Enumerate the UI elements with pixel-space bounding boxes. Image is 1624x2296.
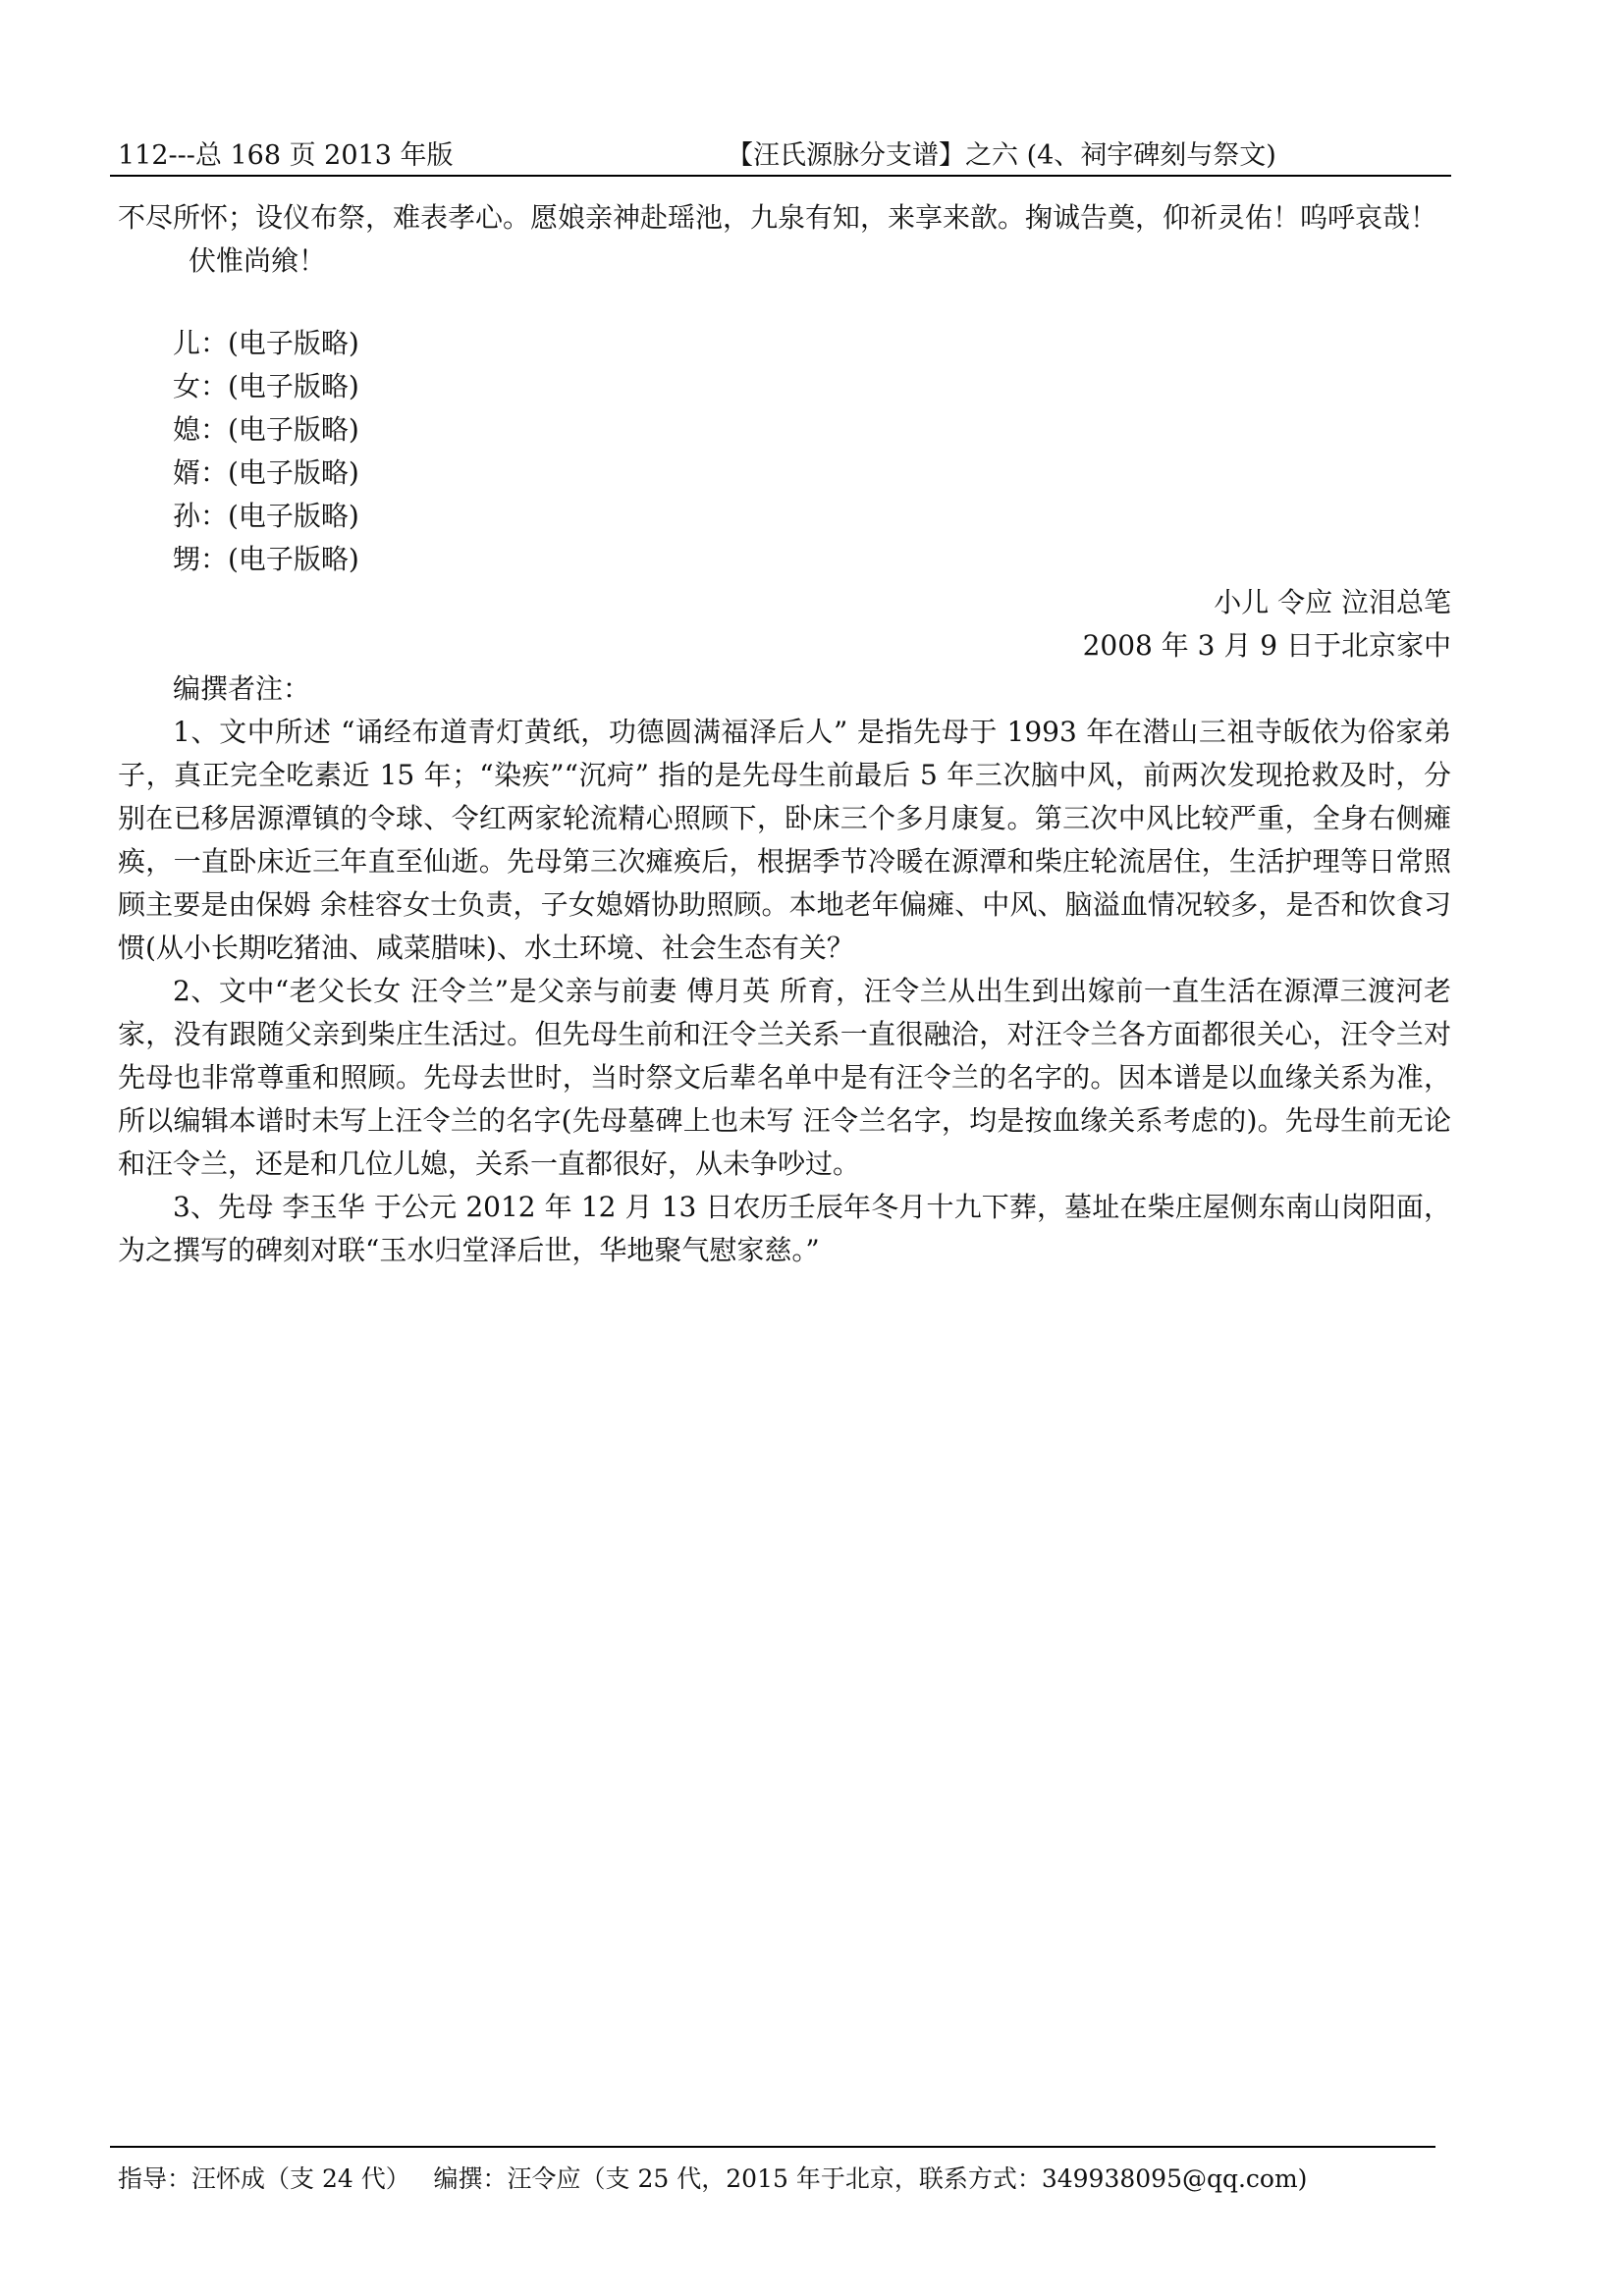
signatory-line: 女：(电子版略)	[173, 370, 359, 402]
signatory-line: 媳：(电子版略)	[173, 413, 359, 446]
signature-date: 2008 年 3 月 9 日于北京家中	[1082, 629, 1451, 662]
page-number: 112---总 168 页 2013 年版	[118, 140, 454, 171]
signatory-line: 甥：(电子版略)	[173, 543, 359, 575]
blessing-line: 伏惟尚飨！	[189, 244, 327, 277]
signatory-line: 儿：(电子版略)	[173, 327, 359, 359]
spacer	[118, 283, 1451, 322]
author-signature: 小儿 令应 泣泪总笔	[1214, 586, 1451, 618]
note-paragraph: 2、文中“老父长女 汪令兰”是父亲与前妻 傅月英 所育，汪令兰从出生到出嫁前一直生活在源潭三渡河老家，没有跟随父亲到柴庄生活过。但先母生前和汪令兰关系一直很融洽，对汪令兰各方面都很关心，汪令兰对先母也非常尊重和照顾。先母去世时，当时祭文后辈名单中是有汪令兰的名字的。因本谱是以血缘关系为准，所以编辑本谱时未写上汪令兰的名字(先母墓碑上也未写 汪令兰名字，均是按血缘关系考虑的)。先母生前无论和汪令兰，还是和几位儿媳，关系一直都很好，从未争吵过。	[118, 975, 1451, 1180]
note-paragraph: 3、先母 李玉华 于公元 2012 年 12 月 13 日农历壬辰年冬月十九下葬，墓址在柴庄屋侧东南山岗阳面，为之撰写的碑刻对联“玉水归堂泽后世，华地聚气慰家慈。”	[118, 1191, 1451, 1266]
header-divider	[110, 175, 1451, 177]
footer-divider	[110, 2146, 1435, 2148]
signatory-line: 孙：(电子版略)	[173, 500, 359, 532]
document-title: 【汪氏源脉分支谱】之六 (4、祠宇碑刻与祭文)	[727, 140, 1276, 171]
page-footer: 指导：汪怀成（支 24 代） 编撰：汪令应（支 25 代，2015 年于北京，联系方式：349938095@qq.com)	[118, 2164, 1308, 2193]
document-body	[118, 196, 1451, 1272]
opening-paragraph: 不尽所怀；设仪布祭，难表孝心。愿娘亲神赴瑶池，九泉有知，来享来歆。掬诚告奠，仰祈灵佑！呜呼哀哉！	[118, 201, 1438, 234]
signatory-line: 婿：(电子版略)	[173, 456, 359, 489]
page-header	[118, 133, 1451, 173]
notes-title: 编撰者注：	[173, 672, 311, 705]
note-paragraph: 1、文中所述 “诵经布道青灯黄纸，功德圆满福泽后人” 是指先母于 1993 年在潜山三祖寺皈依为俗家弟子，真正完全吃素近 15 年；“染疾”“沉疴” 指的是先母生前最后 5 年三次脑中风，前两次发现抢救及时，分别在已移居源潭镇的令球、令红两家轮流精心照顾下，卧床三个多月康复。第三次中风比较严重，全身右侧瘫痪，一直卧床近三年直至仙逝。先母第三次瘫痪后，根据季节冷暖在源潭和柴庄轮流居住，生活护理等日常照顾主要是由保姆 余桂容女士负责，子女媳婿协助照顾。本地老年偏瘫、中风、脑溢血情况较多，是否和饮食习惯(从小长期吃猪油、咸菜腊味)、水土环境、社会生态有关？	[118, 716, 1451, 964]
